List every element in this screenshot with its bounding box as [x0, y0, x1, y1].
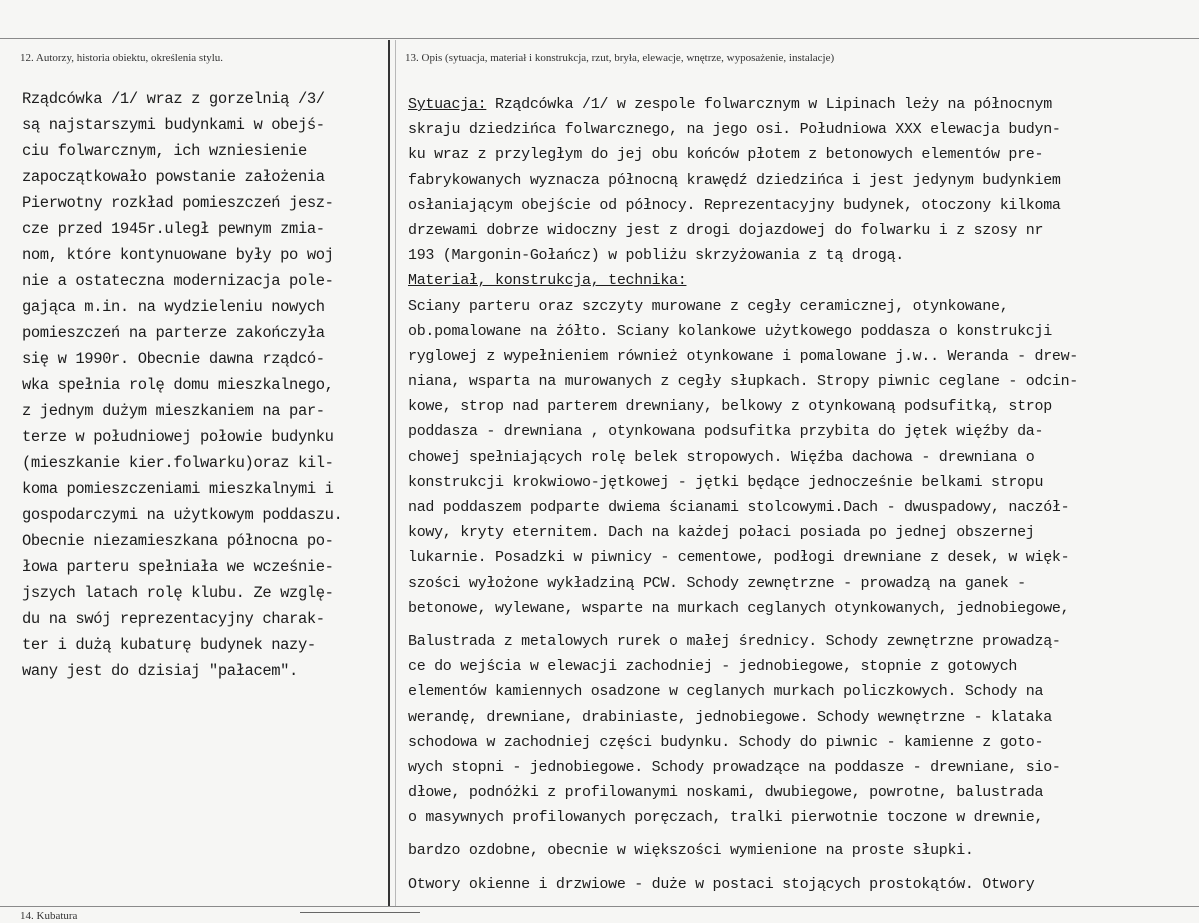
- text-line: o masywnych profilowanych poręczach, tralki pierwotnie toczone w drewnie,: [408, 809, 1044, 827]
- text-line: cze przed 1945r.uległ pewnym zmia-: [22, 220, 325, 238]
- text-line: szości wyłożone wykładziną PCW. Schody zewnętrzne - prowadzą na ganek -: [408, 574, 1026, 592]
- text-line: betonowe, wylewane, wsparte na murkach ceglanych otynkowanych, jednobiegowe,: [408, 599, 1070, 617]
- text-line: gająca m.in. na wydzieleniu nowych: [22, 298, 325, 316]
- bottom-rule: [0, 906, 1199, 907]
- material-heading-line: [408, 268, 1193, 293]
- description-text-block: [408, 92, 1193, 897]
- text-line: chowej spełniających rolę belek stropowych. Więźba dachowa - drewniana o: [408, 448, 1035, 466]
- paragraph-gap: [408, 621, 1193, 629]
- text-line: wych stopni - jednobiegowe. Schody prowadzące na poddasze - drewniane, sio-: [408, 758, 1061, 776]
- material-paragraph-1: [408, 294, 1193, 621]
- text-line: Obecnie niezamieszkana północna po-: [22, 532, 334, 550]
- text-line: bardzo ozdobne, obecnie w większości wymienione na proste słupki.: [408, 842, 974, 860]
- text-line: Sciany parteru oraz szczyty murowane z cegły ceramicznej, otynkowane,: [408, 297, 1009, 315]
- history-text-block: [22, 86, 384, 684]
- text-line: ob.pomalowane na żółto. Sciany kolankowe użytkowego poddasza o konstrukcji: [408, 322, 1052, 340]
- situation-paragraph: [408, 117, 1193, 268]
- top-rule: [0, 38, 1199, 39]
- text-line: ce do wejścia w elewacji zachodniej - jednobiegowe, stopnie z gotowych: [408, 658, 1018, 676]
- text-line: osłaniającym obejście od północy. Reprezentacyjny budynek, otoczony kilkoma: [408, 196, 1061, 214]
- text-line: nom, które kontynuowane były po woj: [22, 246, 334, 264]
- paragraph-gap: [408, 830, 1193, 838]
- section-13-header: 13. Opis (sytuacja, materiał i konstrukcja, rzut, bryła, elewacje, wnętrze, wyposażenie, instalacje): [405, 52, 835, 64]
- text-line: Rządcówka /1/ wraz z gorzelnią /3/: [22, 90, 325, 108]
- material-paragraph-3: [408, 838, 1193, 863]
- material-paragraph-2: [408, 629, 1193, 831]
- text-line: wka spełnia rolę domu mieszkalnego,: [22, 376, 334, 394]
- text-line: kowe, strop nad parterem drewniany, belkowy z otynkowaną podsufitką, strop: [408, 398, 1052, 416]
- section-12-header: 12. Autorzy, historia obiektu, określenia stylu.: [20, 52, 224, 64]
- section-14-header: 14. Kubatura: [20, 910, 78, 922]
- column-divider: [388, 40, 390, 906]
- text-line: łowa parteru spełniała we wcześnie-: [22, 558, 334, 576]
- text-line: 193 (Margonin-Gołańcz) w pobliżu skrzyżowania z tą drogą.: [408, 247, 904, 265]
- text-line: koma pomieszczeniami mieszkalnymi i: [22, 480, 334, 498]
- text-line: gospodarczymi na użytkowym poddaszu.: [22, 506, 343, 524]
- situation-heading: Sytuacja:: [408, 96, 487, 113]
- text-line: ryglowej z wypełnieniem również otynkowane i pomalowane j.w.. Weranda - drew-: [408, 347, 1079, 365]
- text-line: kowy, kryty eternitem. Dach na każdej połaci posiada po jednej obszernej: [408, 524, 1035, 542]
- situation-first-line: [408, 92, 1193, 117]
- text-line: niana, wsparta na murowanych z cegły słupkach. Stropy piwnic ceglane - odcin-: [408, 373, 1079, 391]
- text-line: werandę, drewniane, drabiniaste, jednobiegowe. Schody wewnętrzne - klataka: [408, 708, 1052, 726]
- text-line: fabrykowanych wyznacza północną krawędź dziedzińca i jest jedynym budynkiem: [408, 171, 1061, 189]
- text-line: nad poddaszem podparte dwiema ścianami stolcowymi.Dach - dwuspadowy, naczół-: [408, 499, 1070, 516]
- openings-paragraph: [408, 872, 1193, 897]
- text-line: zapoczątkowało powstanie założenia: [22, 168, 325, 186]
- footer-mark: [300, 912, 420, 913]
- text-line: drzewami dobrze widoczny jest z drogi dojazdowej do folwarku i z szosy nr: [408, 221, 1044, 239]
- text-line: du na swój reprezentacyjny charak-: [22, 610, 325, 628]
- text-line: ciu folwarcznym, ich wzniesienie: [22, 142, 307, 160]
- text-line: schodowa w zachodniej części budynku. Schody do piwnic - kamienne z goto-: [408, 733, 1044, 751]
- text-line: Otwory okienne i drzwiowe - duże w postaci stojących prostokątów. Otwory: [408, 875, 1035, 893]
- text-line: są najstarszymi budynkami w obejś-: [22, 116, 325, 134]
- paragraph-gap: [408, 864, 1193, 872]
- material-heading: Materiał, konstrukcja, technika:: [408, 272, 687, 290]
- situation-line-0: Rządcówka /1/ w zespole folwarcznym w Lipinach leży na północnym: [486, 96, 1052, 113]
- text-line: terze w południowej połowie budynku: [22, 428, 334, 446]
- text-line: z jednym dużym mieszkaniem na par-: [22, 402, 325, 420]
- text-line: lukarnie. Posadzki w piwnicy - cementowe, podłogi drewniane z desek, w więk-: [408, 549, 1070, 567]
- text-line: ku wraz z przyległym do jej obu końców płotem z betonowych elementów pre-: [408, 146, 1044, 164]
- text-line: Balustrada z metalowych rurek o małej średnicy. Schody zewnętrzne prowadzą-: [408, 632, 1061, 650]
- text-line: się w 1990r. Obecnie dawna rządcó-: [22, 350, 325, 368]
- text-line: Pierwotny rozkład pomieszczeń jesz-: [22, 194, 334, 212]
- text-line: wany jest do dzisiaj "pałacem".: [22, 662, 298, 680]
- text-line: nie a ostateczna modernizacja pole-: [22, 272, 334, 290]
- text-line: skraju dziedzińca folwarcznego, na jego osi. Południowa XXX elewacja budyn-: [408, 121, 1061, 139]
- text-line: konstrukcji krokwiowo-jętkowej - jętki będące jednocześnie belkami stropu: [408, 473, 1044, 491]
- text-line: (mieszkanie kier.folwarku)oraz kil-: [22, 454, 334, 472]
- text-line: pomieszczeń na parterze zakończyła: [22, 324, 325, 342]
- text-line: ter i dużą kubaturę budynek nazy-: [22, 636, 316, 654]
- text-line: dłowe, podnóżki z profilowanymi noskami, dwubiegowe, powrotne, balustrada: [408, 784, 1044, 802]
- text-line: jszych latach rolę klubu. Ze wzglę-: [22, 584, 334, 602]
- column-divider-shadow: [395, 40, 396, 906]
- text-line: poddasza - drewniana , otynkowana podsufitka przybita do jętek więźby da-: [408, 423, 1044, 441]
- text-line: elementów kamiennych osadzone w ceglanych murkach policzkowych. Schody na: [408, 683, 1044, 701]
